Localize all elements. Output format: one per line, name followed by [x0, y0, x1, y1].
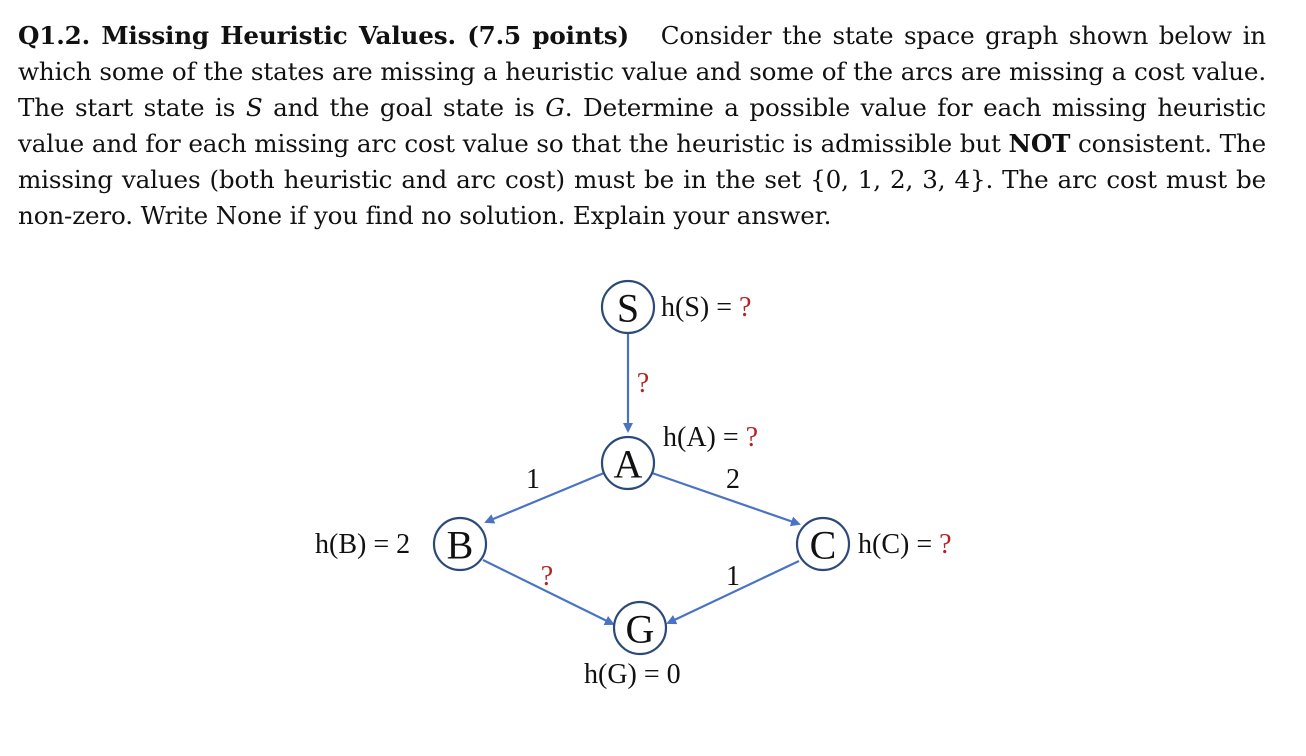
node-s-heuristic-prefix: h(S) = [661, 292, 740, 323]
node-b-heuristic-prefix: h(B) = [315, 529, 397, 560]
edge-a-b-cost: 1 [526, 464, 540, 495]
node-a-label: A [613, 441, 643, 487]
node-s-heuristic [661, 292, 751, 323]
node-c-label: C [809, 522, 837, 568]
start-state-symbol: S [245, 93, 263, 122]
goal-state-symbol: G [545, 93, 565, 122]
edge-a-c-cost: 2 [726, 464, 740, 495]
node-g-heuristic-prefix: h(G) = [584, 659, 667, 690]
question-text-2: and the goal state is [262, 93, 546, 122]
question-title: Q1.2. Missing Heuristic Values. (7.5 points) [18, 21, 629, 50]
node-g-label: G [625, 606, 655, 652]
node-s-label: S [616, 285, 640, 331]
node-g-heuristic [584, 659, 681, 690]
edge-a-b [486, 473, 604, 522]
node-a-heuristic-value: ? [745, 422, 759, 453]
node-c-heuristic [858, 529, 952, 560]
edge-c-g-cost: 1 [726, 561, 740, 592]
question-text-3: . Determine a possible value for each missing heuristic value and for each missing arc cost value so that the heuristic is admissible but [18, 93, 1266, 158]
edge-s-a-cost: ? [636, 368, 650, 399]
edge-b-g-cost: ? [540, 561, 554, 592]
node-c [797, 518, 849, 570]
node-g [614, 602, 666, 654]
node-a-heuristic [663, 422, 758, 453]
node-c-heuristic-value: ? [939, 529, 952, 560]
node-b-label: B [446, 522, 474, 568]
not-emphasis: NOT [1008, 129, 1071, 158]
question-text-4: consistent. The missing values (both heuristic and arc cost) must be in the set {0, 1, 2, 3, 4}. The arc cost must be non-zero. Write None if you find no solution. Explain your answer. [18, 129, 1266, 230]
node-b [434, 518, 486, 570]
node-s-heuristic-value: ? [739, 292, 752, 323]
node-s [602, 281, 654, 333]
node-a-heuristic-prefix: h(A) = [663, 422, 746, 453]
node-c-heuristic-prefix: h(C) = [858, 529, 940, 560]
node-b-heuristic [315, 529, 410, 560]
node-a [602, 437, 654, 489]
node-g-heuristic-value: 0 [666, 659, 681, 690]
node-b-heuristic-value: 2 [396, 529, 411, 560]
question-text-1: Consider the state space graph shown below in which some of the states are missing a heuristic value and some of the arcs are missing a cost value. The start state is [18, 21, 1266, 122]
